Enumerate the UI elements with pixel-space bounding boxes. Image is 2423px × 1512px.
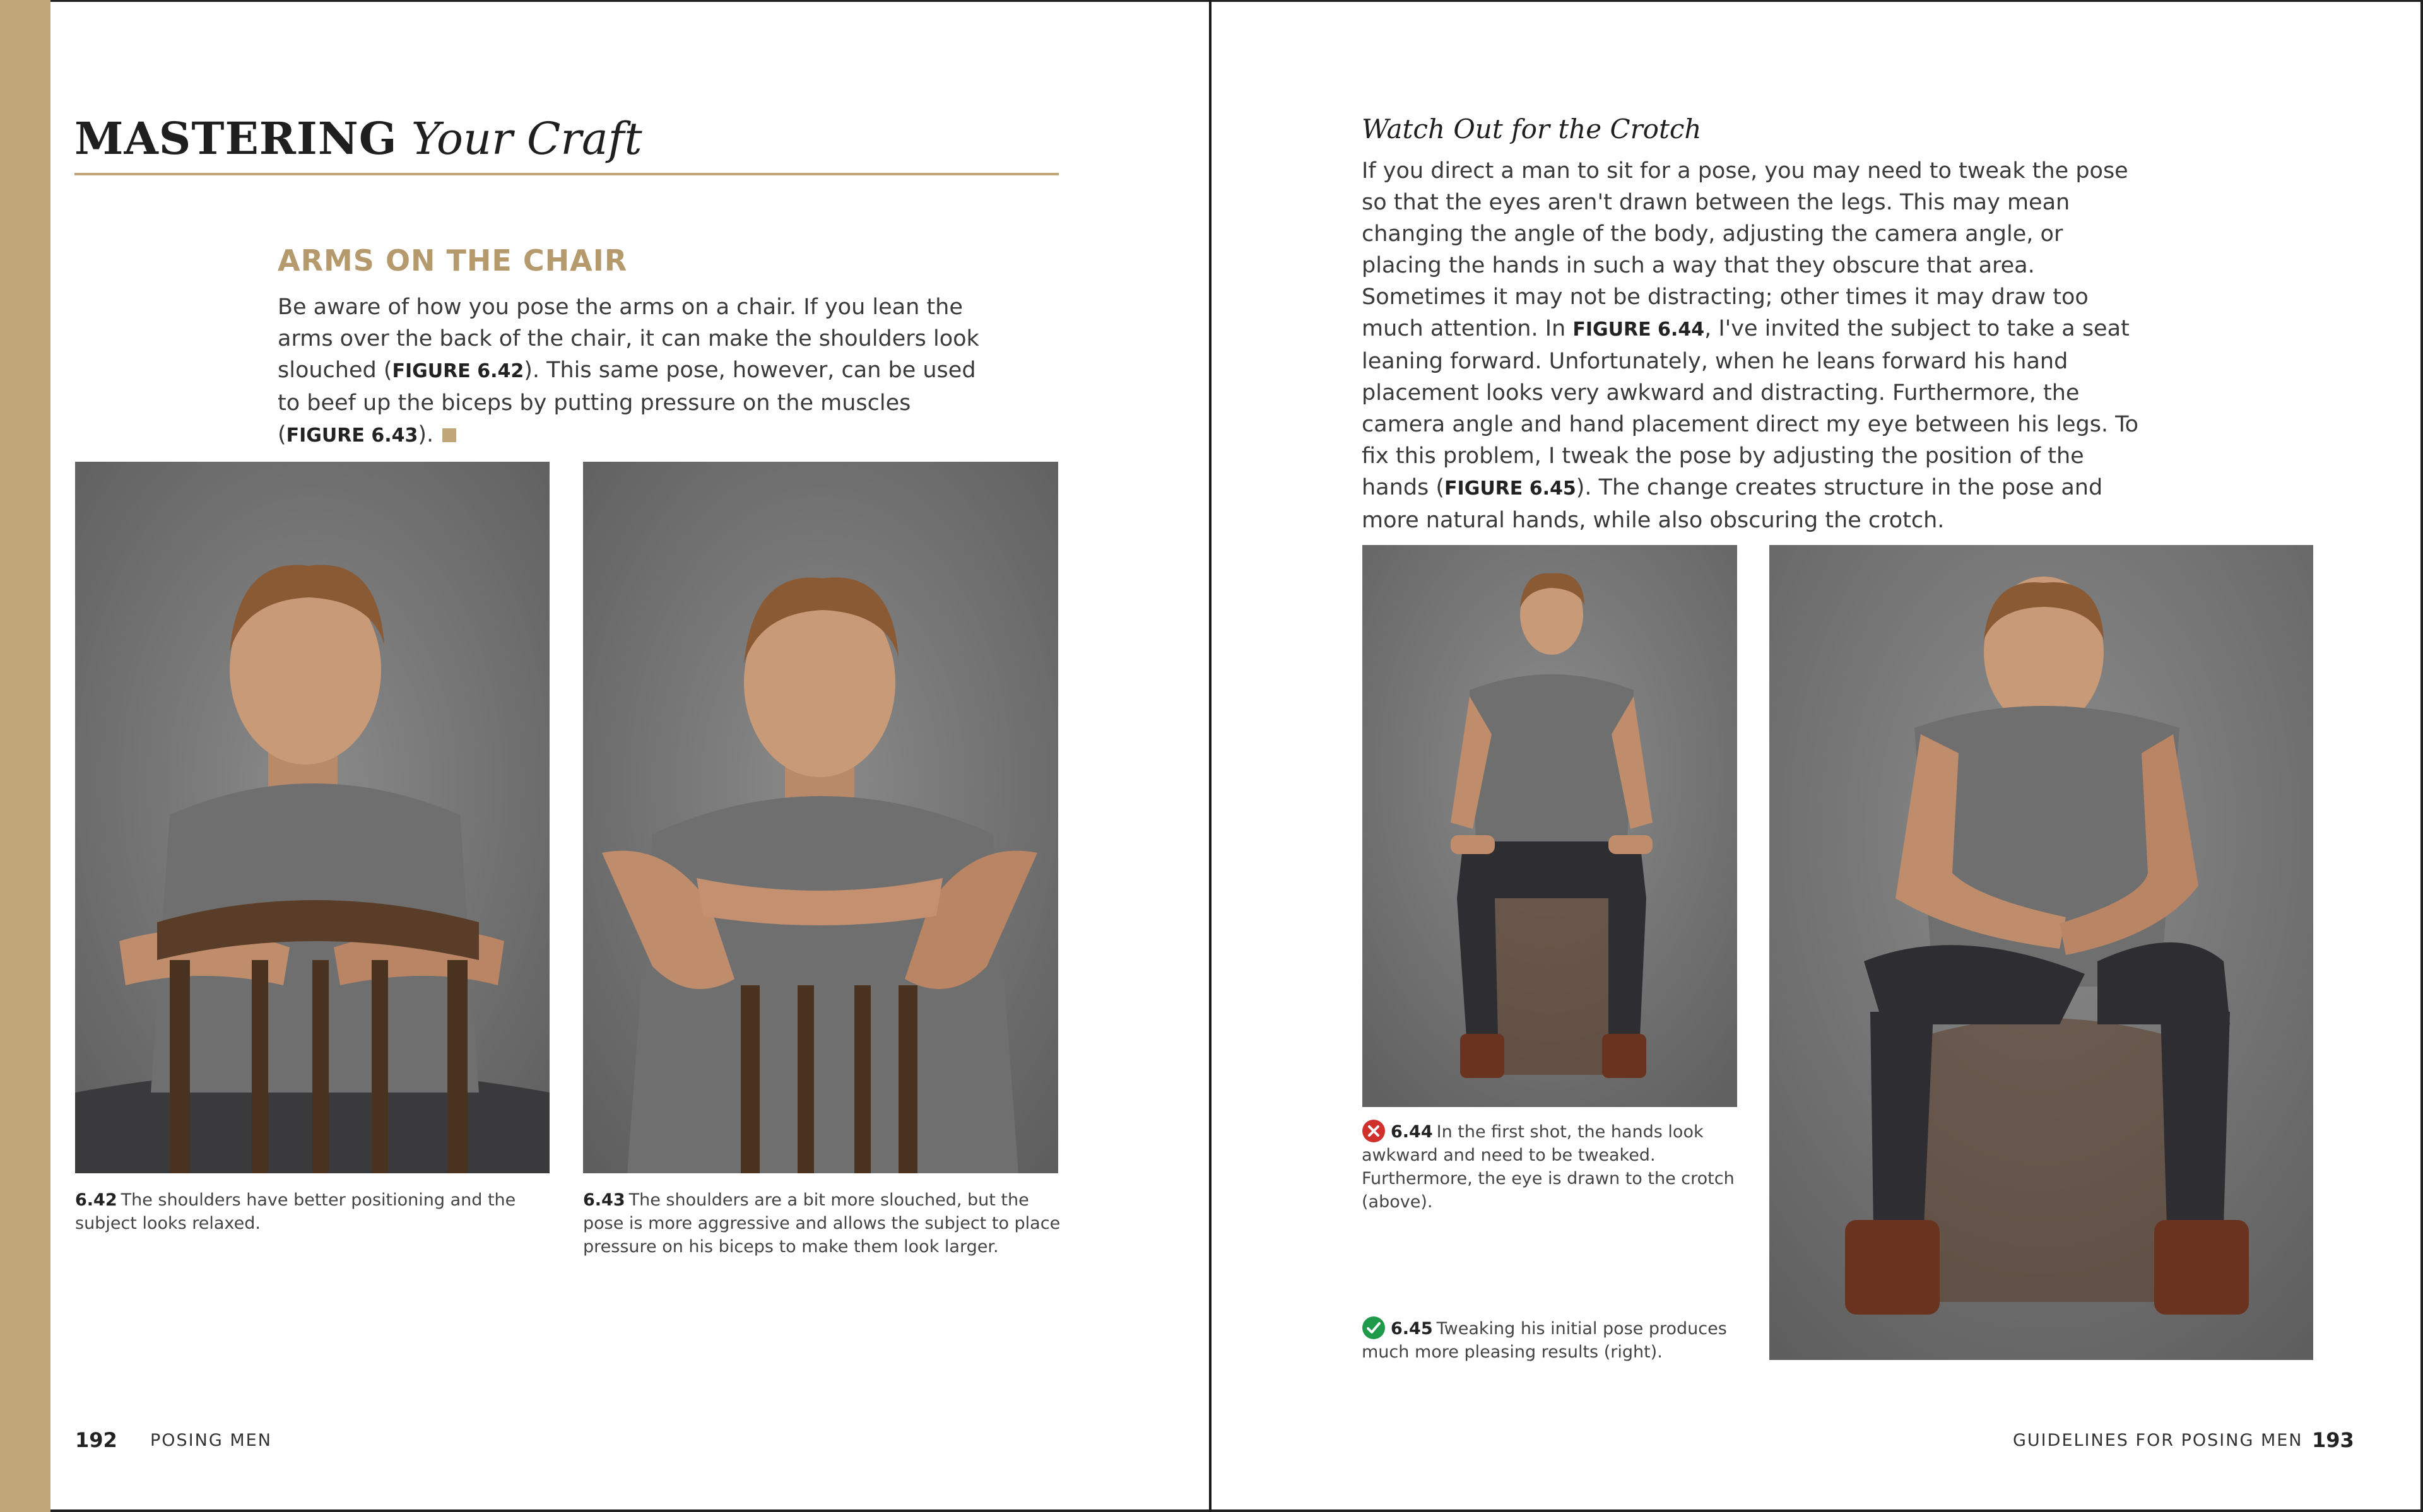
figure-number: 6.45	[1391, 1319, 1433, 1339]
caption-text: The shoulders have better positioning and the subject looks relaxed.	[75, 1190, 516, 1233]
end-of-section-mark	[442, 428, 456, 442]
figure-6-42-caption	[75, 1188, 555, 1235]
subheading-watch-out: Watch Out for the Crotch	[1362, 114, 1702, 144]
title-underline-rule	[74, 173, 1059, 175]
frame-bottom-border	[50, 1509, 2423, 1512]
figure-6-44-caption	[1362, 1119, 1740, 1214]
page-gutter-divider	[1209, 0, 1212, 1512]
figure-reference: FIGURE 6.45	[1444, 478, 1576, 500]
paragraph-text: Be aware of how you pose the arms on a chair. If you lean the arms over the back of the chair, it can make the shoulders look slouched (	[278, 295, 979, 383]
arms-on-chair-paragraph	[278, 291, 1003, 452]
incorrect-x-icon	[1362, 1119, 1386, 1143]
watch-out-paragraph	[1362, 155, 2144, 536]
figure-number: 6.44	[1391, 1122, 1433, 1142]
gold-spine-bar	[0, 0, 50, 1512]
running-head-left: POSING MEN	[150, 1431, 272, 1450]
paragraph-text: ). This same pose, however, can be used to beef up the biceps by putting pressure on the muscles (	[278, 358, 976, 447]
frame-top-border	[50, 0, 2423, 2]
running-head-right: GUIDELINES FOR POSING MEN	[2013, 1431, 2303, 1450]
chapter-section-title	[74, 112, 642, 165]
figure-reference: FIGURE 6.43	[286, 425, 418, 447]
correct-check-icon	[1362, 1316, 1386, 1340]
page-number-left: 192	[75, 1428, 117, 1452]
figure-number: 6.43	[583, 1190, 625, 1210]
title-italic-part: Your Craft	[411, 113, 642, 165]
figure-6-42-photo	[75, 462, 550, 1173]
caption-text: The shoulders are a bit more slouched, but the pose is more aggressive and allows the subject to place pressure on his biceps to make them look larger.	[583, 1190, 1061, 1257]
figure-reference: FIGURE 6.44	[1572, 319, 1705, 341]
figure-reference: FIGURE 6.42	[392, 360, 524, 382]
figure-6-43-caption	[583, 1188, 1063, 1258]
figure-number: 6.42	[75, 1190, 117, 1210]
section-heading-arms-on-chair: ARMS ON THE CHAIR	[278, 243, 628, 278]
paragraph-text: If you direct a man to sit for a pose, you may need to tweak the pose so that the eyes aren't drawn between the legs. This may mean changing the angle of the body, adjusting the camera angle, or placing the hands in such a way that they obscure that area. Sometimes it may not be distracting; other times it may draw too much attention. In	[1362, 158, 2128, 341]
title-bold-part: MASTERING	[74, 112, 398, 165]
page-number-right: 193	[2312, 1428, 2354, 1452]
caption-text: Tweaking his initial pose produces much more pleasing results (right).	[1362, 1319, 1727, 1362]
figure-6-43-photo	[583, 462, 1058, 1173]
frame-right-border	[2420, 0, 2423, 1512]
paragraph-text: ).	[418, 422, 434, 447]
caption-text: In the first shot, the hands look awkward and need to be tweaked. Furthermore, the eye is drawn to the crotch (above).	[1362, 1122, 1735, 1212]
paragraph-text: ). The change creates structure in the pose and more natural hands, while also obscuring the crotch.	[1362, 475, 2103, 533]
paragraph-text: , I've invited the subject to take a seat leaning forward. Unfortunately, when he leans forward his hand placement looks very awkward and distracting. Furthermore, the camera angle and hand placement direct my eye between his legs. To fix this problem, I tweak the pose by adjusting the position of the hands (	[1362, 316, 2139, 500]
figure-6-44-photo	[1362, 545, 1737, 1107]
figure-6-45-caption	[1362, 1316, 1740, 1364]
figure-6-45-photo	[1769, 545, 2313, 1360]
